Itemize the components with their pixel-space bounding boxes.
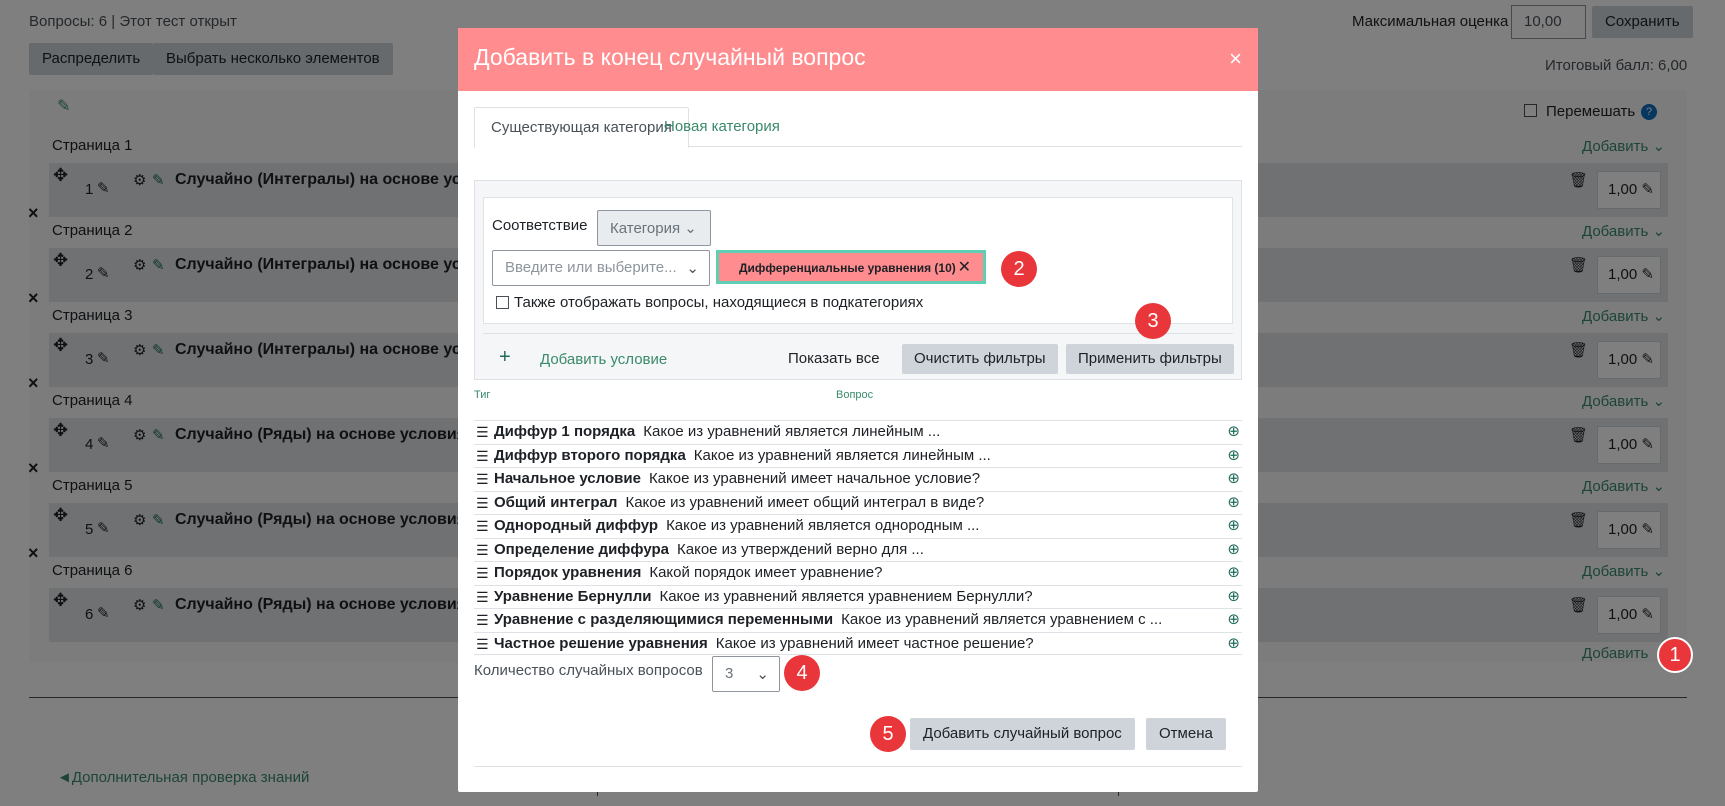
preview-icon[interactable]: ⊕ xyxy=(1227,493,1240,511)
apply-filters-button[interactable]: Применить фильтры xyxy=(1066,344,1234,374)
col-type-header[interactable]: Тиг xyxy=(474,389,491,401)
question-row: ☰ Диффур второго порядка Какое из уравнений является линейным ... ⊕ xyxy=(474,444,1242,468)
question-list xyxy=(474,420,1242,655)
category-tabs xyxy=(474,107,1242,147)
tab-existing-category[interactable]: Существующая категория xyxy=(474,107,689,148)
list-icon: ☰ xyxy=(476,424,489,440)
divider xyxy=(483,333,1233,334)
plus-icon[interactable]: + xyxy=(499,346,511,368)
list-icon: ☰ xyxy=(476,518,489,534)
list-icon: ☰ xyxy=(476,635,489,652)
preview-icon[interactable]: ⊕ xyxy=(1227,634,1240,652)
question-row: ☰ Диффур 1 порядка Какое из уравнений является линейным ... ⊕ xyxy=(474,420,1242,444)
list-icon: ☰ xyxy=(476,588,489,605)
preview-icon[interactable]: ⊕ xyxy=(1227,470,1240,487)
category-chip[interactable] xyxy=(716,250,986,284)
list-icon: ☰ xyxy=(476,541,489,558)
step-badge: 3 xyxy=(1135,303,1171,339)
list-icon: ☰ xyxy=(476,447,489,464)
chip-label: Дифференциальные уравнения (10) xyxy=(739,261,956,275)
question-row: ☰ Уравнение с разделяющимися переменными Какое из уравнений является уравнением с ... ⊕ xyxy=(474,608,1242,632)
question-row: ☰ Начальное условие Какое из уравнений имеет начальное условие? ⊕ xyxy=(474,467,1242,491)
add-random-question-button[interactable]: Добавить случайный вопрос xyxy=(910,718,1135,750)
filter-condition xyxy=(483,197,1233,324)
match-label: Соответствие xyxy=(492,217,588,234)
random-count-label: Количество случайных вопросов xyxy=(474,662,703,679)
cancel-button[interactable]: Отмена xyxy=(1146,718,1226,750)
step-badge: 5 xyxy=(870,716,906,752)
subcategories-checkbox[interactable] xyxy=(496,296,509,309)
preview-icon[interactable]: ⊕ xyxy=(1227,587,1240,605)
modal-title: Добавить в конец случайный вопрос xyxy=(474,44,866,70)
tab-new-category[interactable]: Новая категория xyxy=(664,118,780,135)
remove-chip-icon[interactable]: ✕ xyxy=(957,259,971,276)
list-icon: ☰ xyxy=(476,494,489,511)
list-icon: ☰ xyxy=(476,612,489,628)
close-icon[interactable]: × xyxy=(1229,46,1242,71)
preview-icon[interactable]: ⊕ xyxy=(1227,540,1240,558)
step-badge: 4 xyxy=(784,655,820,691)
match-select[interactable]: Категория ⌄ xyxy=(597,210,711,246)
preview-icon[interactable]: ⊕ xyxy=(1227,423,1240,440)
preview-icon[interactable]: ⊕ xyxy=(1227,517,1240,534)
step-badge: 2 xyxy=(1001,251,1037,287)
step-badge: 1 xyxy=(1657,637,1693,673)
random-question-modal xyxy=(458,28,1258,792)
add-condition-link[interactable]: Добавить условие xyxy=(540,351,668,368)
modal-header xyxy=(458,28,1258,91)
question-row: ☰ Определение диффура Какое из утверждений верно для ... ⊕ xyxy=(474,538,1242,562)
col-question-header[interactable]: Вопрос xyxy=(836,389,874,401)
question-row: ☰ Однородный диффур Какое из уравнений является однородным ... ⊕ xyxy=(474,514,1242,538)
filter-panel xyxy=(474,180,1242,380)
category-search-input[interactable]: Введите или выберите... ⌄ xyxy=(492,250,710,286)
question-row: ☰ Общий интеграл Какое из уравнений имеет общий интеграл в виде? ⊕ xyxy=(474,491,1242,515)
list-icon: ☰ xyxy=(476,565,489,581)
preview-icon[interactable]: ⊕ xyxy=(1227,446,1240,464)
question-row: ☰ Уравнение Бернулли Какое из уравнений является уравнением Бернулли? ⊕ xyxy=(474,585,1242,609)
preview-icon[interactable]: ⊕ xyxy=(1227,611,1240,628)
random-count-select[interactable]: 3 ⌄ xyxy=(712,656,780,692)
question-row: ☰ Частное решение уравнения Какое из уравнений имеет частное решение? ⊕ xyxy=(474,632,1242,656)
show-all-link[interactable]: Показать все xyxy=(788,350,880,367)
question-row: ☰ Порядок уравнения Какой порядок имеет уравнение? ⊕ xyxy=(474,561,1242,585)
list-icon: ☰ xyxy=(476,471,489,487)
divider xyxy=(474,766,1242,767)
subcategories-label: Также отображать вопросы, находящиеся в подкатегориях xyxy=(514,294,924,311)
clear-filters-button[interactable]: Очистить фильтры xyxy=(902,344,1058,374)
preview-icon[interactable]: ⊕ xyxy=(1227,564,1240,581)
